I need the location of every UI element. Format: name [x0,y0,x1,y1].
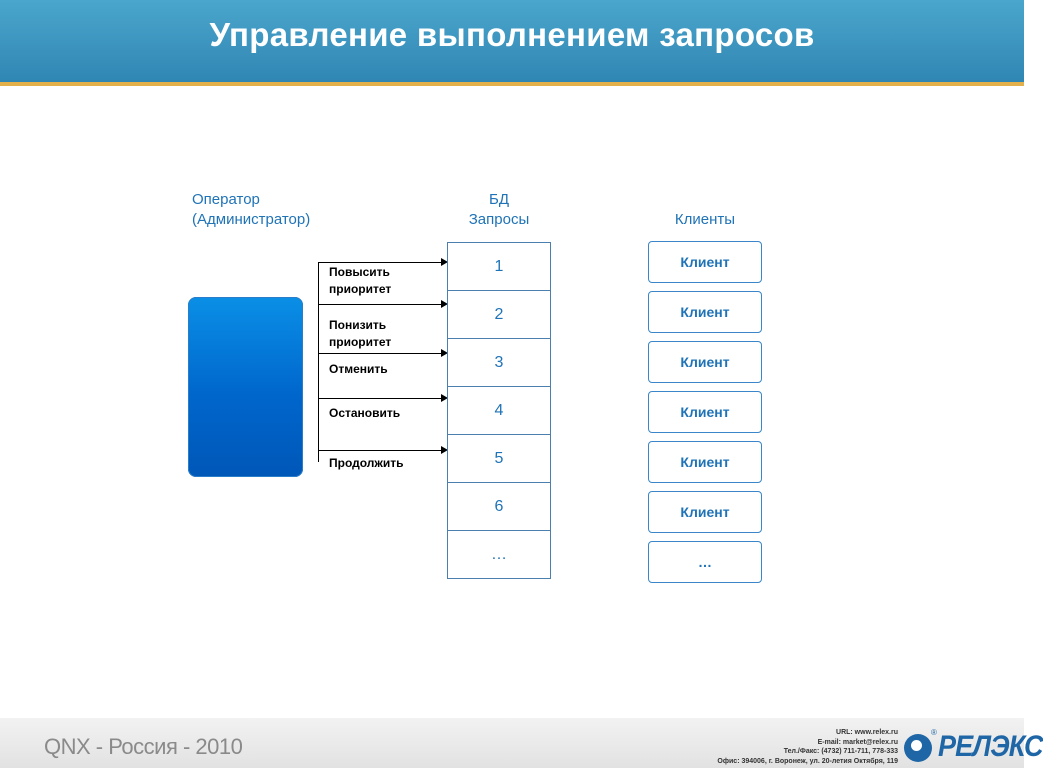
db-heading-line2: Запросы [468,211,530,228]
arrow-raise-priority [318,262,442,263]
db-heading-line1: БД [488,191,509,208]
arrow-cancel [318,353,442,354]
client-box: Клиент [648,341,762,383]
contact-office: Офис: 394006, г. Воронеж, ул. 20-летия Октября, 119 [717,757,898,765]
command-resume [329,455,404,472]
queue-cell: 2 [447,291,551,339]
contact-info [717,728,898,766]
contact-phone: Тел./Факс: (4732) 711-711, 778-333 [783,748,898,755]
command-label: Остановить [329,406,401,420]
arrow-resume [318,450,442,451]
client-list [648,241,762,591]
registered-mark: ® [931,728,937,737]
relex-logo: РЕЛЭКС [938,730,1043,763]
command-label: Понизить [329,318,387,332]
queue-cell: 6 [447,483,551,531]
clients-heading [648,210,762,230]
page-title: Управление выполнением запросов [209,16,815,53]
command-cancel [329,361,388,378]
operator-heading-line1: Оператор [192,191,260,208]
client-box: … [648,541,762,583]
operator-heading-line2: (Администратор) [192,211,311,228]
command-lower-priority [329,317,391,351]
command-stop [329,405,400,422]
queue-cell: … [447,531,551,579]
client-box: Клиент [648,241,762,283]
request-queue [447,242,551,579]
command-label: Отменить [329,362,388,376]
command-label: Продолжить [329,456,404,470]
command-label: Повысить [329,265,390,279]
header-divider [0,82,1024,86]
arrow-stop [318,398,442,399]
footer-brand: QNX - Россия - 2010 [44,734,243,759]
queue-cell: 4 [447,387,551,435]
client-box: Клиент [648,291,762,333]
relex-logo-icon [904,734,932,762]
command-label: приоритет [329,335,392,349]
operator-block [188,297,303,477]
db-heading [447,190,551,230]
queue-cell: 3 [447,339,551,387]
operator-heading [192,190,310,230]
contact-url: URL: www.relex.ru [836,729,898,736]
command-label: приоритет [329,282,392,296]
clients-heading-line1: Клиенты [674,211,736,228]
arrow-lower-priority [318,304,442,305]
command-raise-priority [329,264,391,298]
queue-cell: 5 [447,435,551,483]
client-box: Клиент [648,441,762,483]
command-connector [318,263,319,462]
client-box: Клиент [648,391,762,433]
queue-cell: 1 [447,242,551,291]
client-box: Клиент [648,491,762,533]
contact-email: E-mail: market@relex.ru [817,738,898,746]
